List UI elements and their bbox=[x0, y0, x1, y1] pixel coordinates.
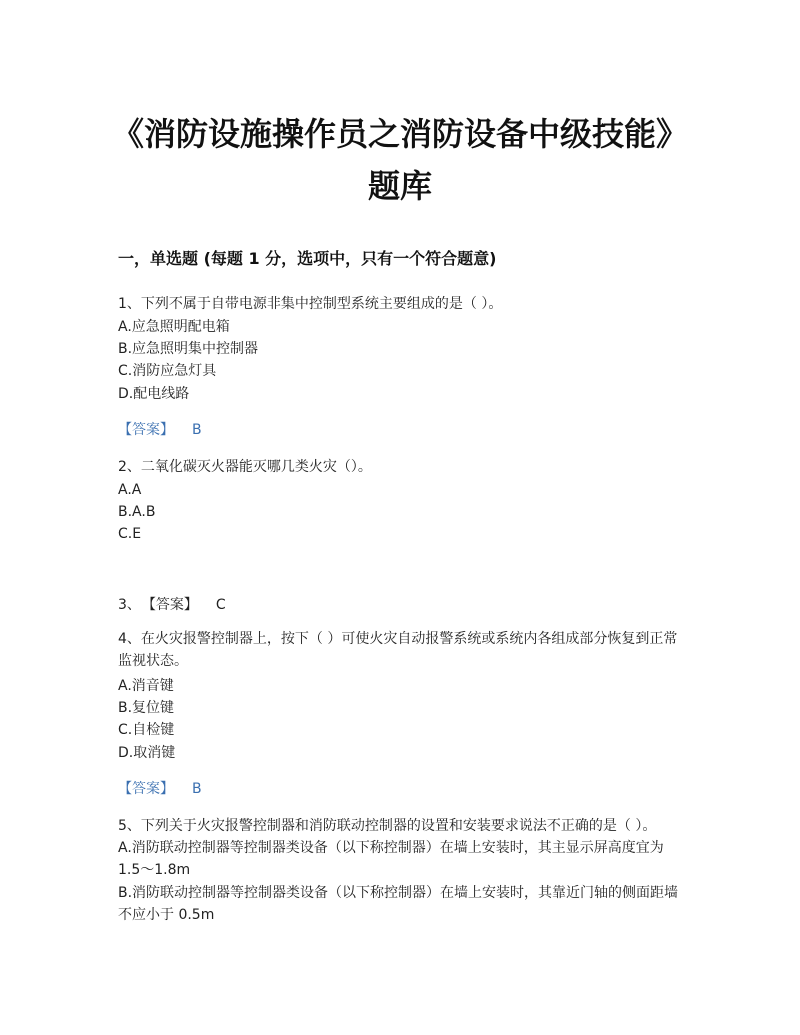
answer-label: 【答案】 bbox=[118, 422, 174, 438]
question-1-stem: 1、下列不属于自带电源非集中控制型系统主要组成的是（ ）。 bbox=[118, 296, 503, 312]
question-4-option-a: A.消音键 bbox=[118, 678, 174, 694]
question-2-stem: 2、二氧化碳灭火器能灭哪几类火灾（）。 bbox=[118, 459, 372, 475]
question-4-stem: 4、在火灾报警控制器上，按下（ ）可使火灾自动报警系统或系统内各组成部分恢复到正常监视状态。 bbox=[118, 631, 678, 669]
question-4-option-b: B.复位键 bbox=[118, 700, 175, 716]
question-4-option-c: C.自检键 bbox=[118, 722, 175, 738]
question-5-option-a: A.消防联动控制器等控制器类设备（以下称控制器）在墙上安装时，其主显示屏高度宜为1.5～1.8m bbox=[118, 840, 664, 878]
question-2-option-a: A.A bbox=[118, 482, 142, 498]
question-5-stem: 5、下列关于火灾报警控制器和消防联动控制器的设置和安装要求说法不正确的是（ ）。 bbox=[118, 818, 657, 834]
question-1-option-c: C.消防应急灯具 bbox=[118, 363, 217, 379]
question-1-option-d: D.配电线路 bbox=[118, 386, 190, 402]
question-1-answer bbox=[118, 419, 202, 441]
answer-label: 【答案】 bbox=[148, 597, 198, 613]
section-heading: 一，单选题 (每题 1 分，选项中，只有一个符合题意) bbox=[118, 249, 497, 268]
question-4-answer bbox=[118, 778, 202, 800]
question-3-stem: 3、 bbox=[118, 597, 141, 613]
question-4-option-d: D.取消键 bbox=[118, 745, 176, 761]
question-5-option-b: B.消防联动控制器等控制器类设备（以下称控制器）在墙上安装时，其靠近门轴的侧面距墙不应小于 0.5m bbox=[118, 885, 679, 923]
answer-label: 【答案】 bbox=[118, 781, 174, 797]
question-3-answer bbox=[118, 594, 226, 616]
question-1-option-a: A.应急照明配电箱 bbox=[118, 319, 230, 335]
question-2-option-c: C.E bbox=[118, 526, 142, 542]
answer-value: C bbox=[215, 597, 226, 613]
question-1-option-b: B.应急照明集中控制器 bbox=[118, 341, 259, 357]
question-2-option-b: B.A.B bbox=[118, 504, 156, 520]
answer-value: B bbox=[192, 781, 202, 797]
answer-value: B bbox=[192, 422, 202, 438]
document-title: 《消防设施操作员之消防设备中级技能》题库 bbox=[111, 115, 688, 205]
